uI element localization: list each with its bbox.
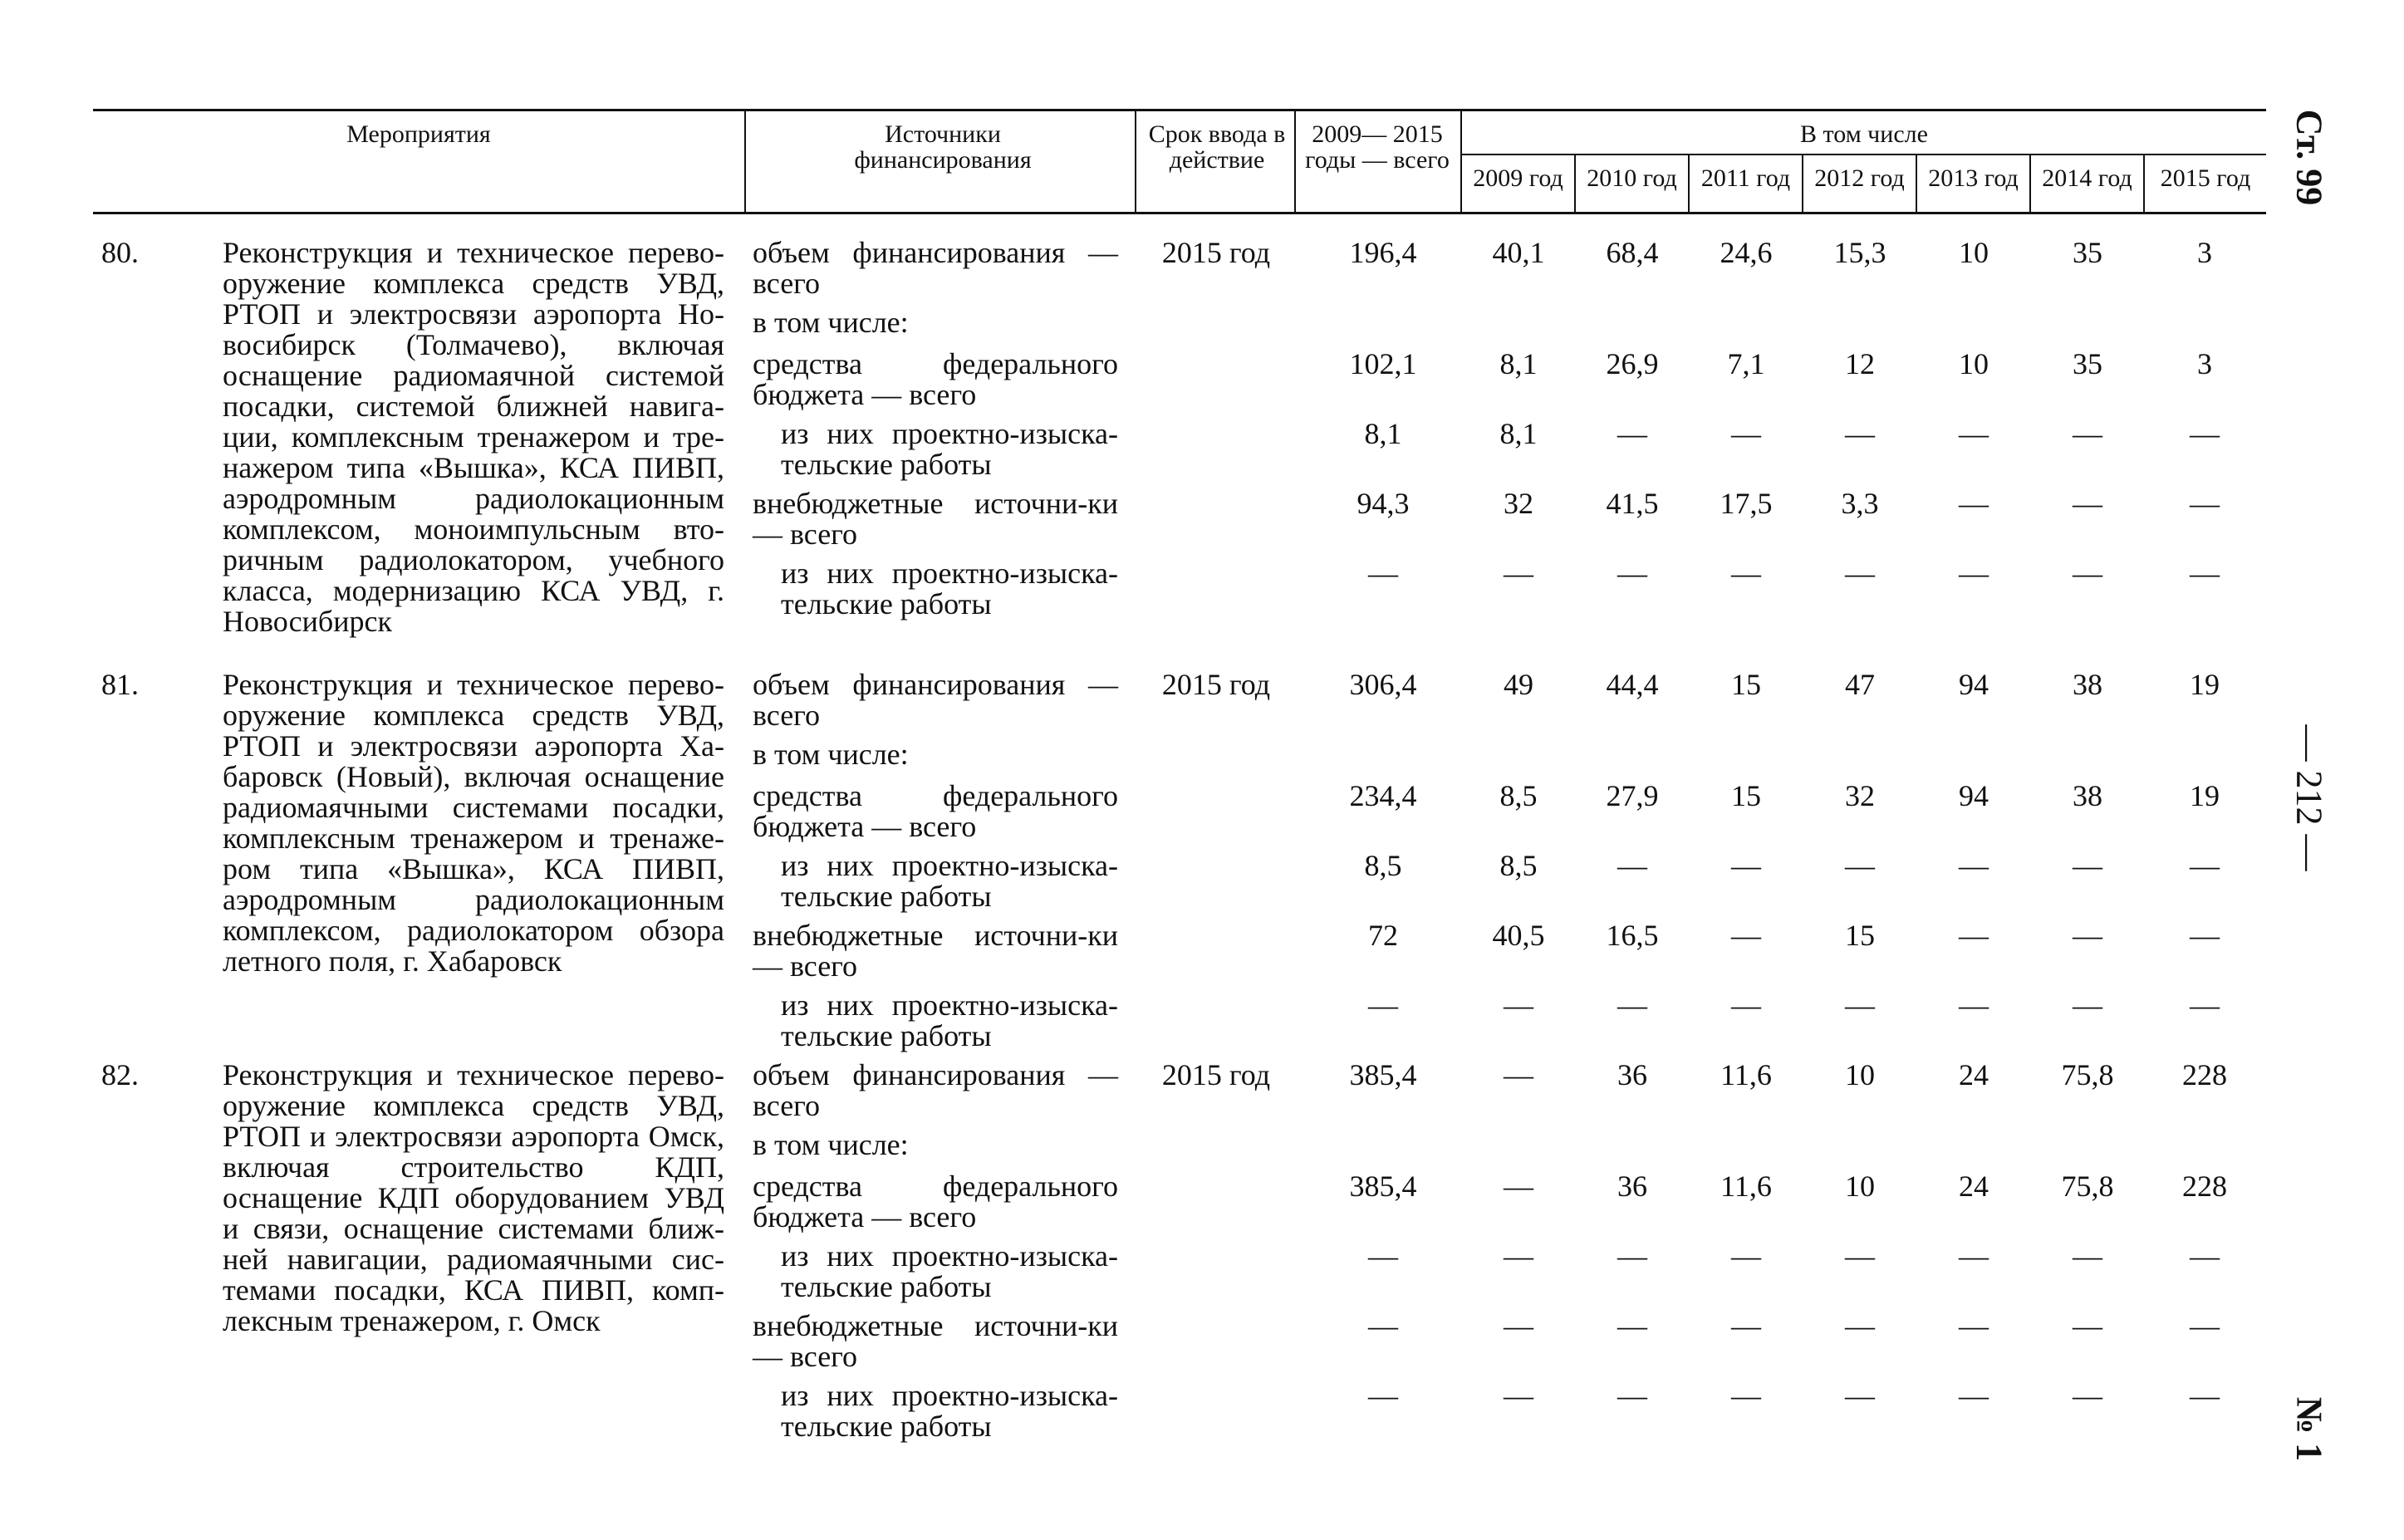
year-value: — (1845, 1309, 1875, 1342)
item-description: Реконструкция и техническое перево-оружение комплекса средств УВД, РТОП и электросвязи аэропорта Но-восибирск (Толмачево), включая оснащение радиомаячной системой посадки, системой ближней навига-ции, комплексным тренажером и тре-нажером типа «Вышка», КСА ПИВП, аэродромным радиолокационным комплексом, моноимпульсным вто-ричным радиолокатором, учебного класса, модернизацию КСА УВД, г. Новосибирск (223, 236, 724, 638)
year-value: — (1845, 1239, 1875, 1273)
source-federal: средства федерального бюджета — всего (753, 779, 1118, 843)
header-bottom-rule (93, 212, 2266, 214)
total-value: — (1368, 1239, 1398, 1273)
source-federal: средства федерального бюджета — всего (753, 1170, 1118, 1233)
year-header: 2012 год (1814, 164, 1905, 192)
year-value: — (1504, 1379, 1533, 1412)
year-value: — (1617, 557, 1647, 590)
col-divider (744, 109, 746, 213)
year-value: — (2073, 557, 2102, 590)
year-header: 2009 год (1473, 164, 1563, 192)
year-value: — (1959, 1379, 1989, 1412)
total-value: — (1368, 1379, 1398, 1412)
year-value: — (2073, 849, 2102, 882)
page-label: Ст. 99 (2289, 109, 2330, 206)
year-header: 2011 год (1700, 164, 1791, 192)
year-value: 38 (2073, 668, 2102, 701)
year-value: — (2073, 417, 2102, 450)
source-federal: средства федерального бюджета — всего (753, 347, 1118, 411)
total-value: — (1368, 557, 1398, 590)
year-value: — (1504, 557, 1533, 590)
year-value: 228 (2182, 1170, 2227, 1203)
year-value: 44,4 (1606, 668, 1659, 701)
year-value: — (2190, 487, 2220, 520)
item-term: 2015 год (1161, 236, 1271, 269)
source-extra: внебюджетные источни-ки — всего (753, 487, 1118, 551)
year-value: — (1959, 487, 1989, 520)
source-extra-design: из них проектно-изыска-тельские работы (781, 557, 1118, 620)
year-value: 36 (1617, 1170, 1647, 1203)
year-value: — (2190, 1379, 2220, 1412)
year-value: — (1504, 1239, 1533, 1273)
year-value: 40,1 (1492, 236, 1545, 269)
item-number: 81. (101, 668, 139, 701)
source-volume: объем финансирования — всего (753, 668, 1118, 732)
year-value: — (1617, 849, 1647, 882)
year-value: — (1731, 919, 1761, 952)
year-value: 15,3 (1833, 236, 1886, 269)
total-value: 306,4 (1349, 668, 1417, 701)
year-value: 24 (1959, 1170, 1989, 1203)
year-value: 12 (1845, 347, 1875, 380)
year-value: 26,9 (1606, 347, 1659, 380)
year-value: 49 (1504, 668, 1533, 701)
item-term: 2015 год (1161, 1058, 1271, 1091)
year-value: — (2073, 1309, 2102, 1342)
year-value: — (1959, 988, 1989, 1022)
year-value: — (1845, 557, 1875, 590)
year-value: 94 (1959, 779, 1989, 812)
item-term: 2015 год (1161, 668, 1271, 701)
table-section-81 (0, 669, 2404, 1101)
total-value: 8,1 (1364, 417, 1402, 450)
source-including: в том числе: (753, 306, 909, 339)
year-value: 24,6 (1720, 236, 1773, 269)
year-value: 27,9 (1606, 779, 1659, 812)
source-extra: внебюджетные источни-ки — всего (753, 919, 1118, 983)
year-value: — (1617, 1379, 1647, 1412)
year-value: — (1504, 1170, 1533, 1203)
year-value: 3 (2197, 347, 2212, 380)
year-value: — (2073, 988, 2102, 1022)
year-value: 3 (2197, 236, 2212, 269)
year-value: 10 (1845, 1058, 1875, 1091)
year-value: 10 (1959, 347, 1989, 380)
year-value: 15 (1731, 779, 1761, 812)
year-value: — (1845, 849, 1875, 882)
year-value: — (1731, 1239, 1761, 1273)
total-value: 102,1 (1349, 347, 1417, 380)
year-value: — (2190, 988, 2220, 1022)
year-value: 17,5 (1720, 487, 1773, 520)
total-value: 8,5 (1364, 849, 1402, 882)
total-value: 94,3 (1357, 487, 1410, 520)
year-value: 15 (1731, 668, 1761, 701)
source-volume: объем финансирования — всего (753, 1058, 1118, 1122)
source-federal-design: из них проектно-изыска-тельские работы (781, 849, 1118, 913)
header-term: Срок ввода в действие (1148, 120, 1286, 174)
total-value: 385,4 (1349, 1170, 1417, 1203)
year-value: — (1731, 849, 1761, 882)
source-extra: внебюджетные источни-ки — всего (753, 1309, 1118, 1373)
total-value: 196,4 (1349, 236, 1417, 269)
year-value: — (1959, 417, 1989, 450)
year-value: — (1731, 1309, 1761, 1342)
year-value: — (2190, 919, 2220, 952)
year-value: 19 (2190, 668, 2220, 701)
page-number: — 212 — (2289, 724, 2330, 871)
year-value: — (2190, 849, 2220, 882)
year-value: 15 (1845, 919, 1875, 952)
year-value: 8,1 (1499, 347, 1538, 380)
year-value: 32 (1504, 487, 1533, 520)
year-value: 10 (1845, 1170, 1875, 1203)
year-header: 2013 год (1928, 164, 2019, 192)
year-value: — (1731, 988, 1761, 1022)
source-extra-design: из них проектно-изыска-тельские работы (781, 1379, 1118, 1443)
year-value: — (2190, 1309, 2220, 1342)
item-number: 80. (101, 236, 139, 269)
year-value: 38 (2073, 779, 2102, 812)
year-value: 8,5 (1499, 849, 1538, 882)
year-value: 19 (2190, 779, 2220, 812)
source-including: в том числе: (753, 738, 909, 771)
year-value: 8,1 (1499, 417, 1538, 450)
year-value: 75,8 (2061, 1058, 2114, 1091)
year-value: — (2190, 1239, 2220, 1273)
source-extra-design: из них проектно-изыска-тельские работы (781, 988, 1118, 1052)
year-value: — (1959, 1239, 1989, 1273)
year-value: 32 (1845, 779, 1875, 812)
year-value: — (1959, 849, 1989, 882)
year-value: 11,6 (1720, 1170, 1772, 1203)
year-value: 94 (1959, 668, 1989, 701)
year-value: 75,8 (2061, 1170, 2114, 1203)
total-value: — (1368, 1309, 1398, 1342)
year-value: — (2073, 487, 2102, 520)
header-measures: Мероприятия (346, 120, 491, 148)
year-value: 40,5 (1492, 919, 1545, 952)
table-section-82 (0, 1060, 2404, 1492)
total-value: 72 (1368, 919, 1398, 952)
year-value: 36 (1617, 1058, 1647, 1091)
year-value: — (2073, 919, 2102, 952)
year-value: 7,1 (1727, 347, 1765, 380)
year-value: — (2190, 557, 2220, 590)
year-header: 2014 год (2042, 164, 2132, 192)
year-value: — (1731, 1379, 1761, 1412)
year-value: 47 (1845, 668, 1875, 701)
year-value: — (1845, 1379, 1875, 1412)
year-value: — (2073, 1379, 2102, 1412)
year-value: — (1617, 417, 1647, 450)
year-header: 2015 год (2160, 164, 2251, 192)
total-value: — (1368, 988, 1398, 1022)
year-value: — (1617, 988, 1647, 1022)
source-volume: объем финансирования — всего (753, 236, 1118, 300)
year-value: — (1731, 557, 1761, 590)
year-value: 10 (1959, 236, 1989, 269)
year-value: 16,5 (1606, 919, 1659, 952)
year-value: — (2073, 1239, 2102, 1273)
year-value: — (1959, 1309, 1989, 1342)
source-including: в том числе: (753, 1128, 909, 1161)
item-description: Реконструкция и техническое перево-оружение комплекса средств УВД, РТОП и электросвязи аэропорта Омск, включая строительство КДП, оснащение КДП оборудованием УВД и связи, оснащение системами ближ-ней навигации, радиомаячными сис-темами посадки, КСА ПИВП, комп-лексным тренажером, г. Омск (223, 1058, 724, 1337)
source-federal-design: из них проектно-изыска-тельские работы (781, 417, 1118, 481)
header-including: В том числе (1800, 120, 1928, 148)
year-value: 3,3 (1841, 487, 1879, 520)
year-value: — (1617, 1309, 1647, 1342)
year-value: 8,5 (1499, 779, 1538, 812)
year-value: — (1617, 1239, 1647, 1273)
year-value: — (1504, 1309, 1533, 1342)
year-value: — (1959, 919, 1989, 952)
table-section-80 (0, 238, 2404, 669)
table-top-rule (93, 109, 2266, 111)
issue-number: № 1 (2289, 1396, 2330, 1462)
year-value: — (2190, 417, 2220, 450)
col-divider (1135, 109, 1136, 213)
source-federal-design: из них проектно-изыска-тельские работы (781, 1239, 1118, 1303)
year-value: — (1845, 417, 1875, 450)
year-value: 35 (2073, 236, 2102, 269)
year-value: 41,5 (1606, 487, 1659, 520)
year-value: — (1504, 988, 1533, 1022)
year-value: 35 (2073, 347, 2102, 380)
year-value: 68,4 (1606, 236, 1659, 269)
col-divider (1294, 109, 1296, 213)
year-value: — (1504, 1058, 1533, 1091)
year-value: 24 (1959, 1058, 1989, 1091)
item-number: 82. (101, 1058, 139, 1091)
year-value: — (1959, 557, 1989, 590)
year-value: 228 (2182, 1058, 2227, 1091)
item-description: Реконструкция и техническое перево-оружение комплекса средств УВД, РТОП и электросвязи аэропорта Ха-баровск (Новый), включая оснащение радиомаячными системами посадки, комплексным тренажером и тренаже-ром типа «Вышка», КСА ПИВП, аэродромным радиолокационным комплексом, радиолокатором обзора летного поля, г. Хабаровск (223, 668, 724, 978)
total-value: 385,4 (1349, 1058, 1417, 1091)
total-value: 234,4 (1349, 779, 1417, 812)
year-header: 2010 год (1587, 164, 1677, 192)
year-value: 11,6 (1720, 1058, 1772, 1091)
year-value: — (1731, 417, 1761, 450)
header-total: 2009— 2015 годы — всего (1305, 120, 1450, 174)
header-sources: Источники финансирования (854, 120, 1032, 174)
years-divider-rule (1462, 154, 2266, 155)
year-value: — (1845, 988, 1875, 1022)
